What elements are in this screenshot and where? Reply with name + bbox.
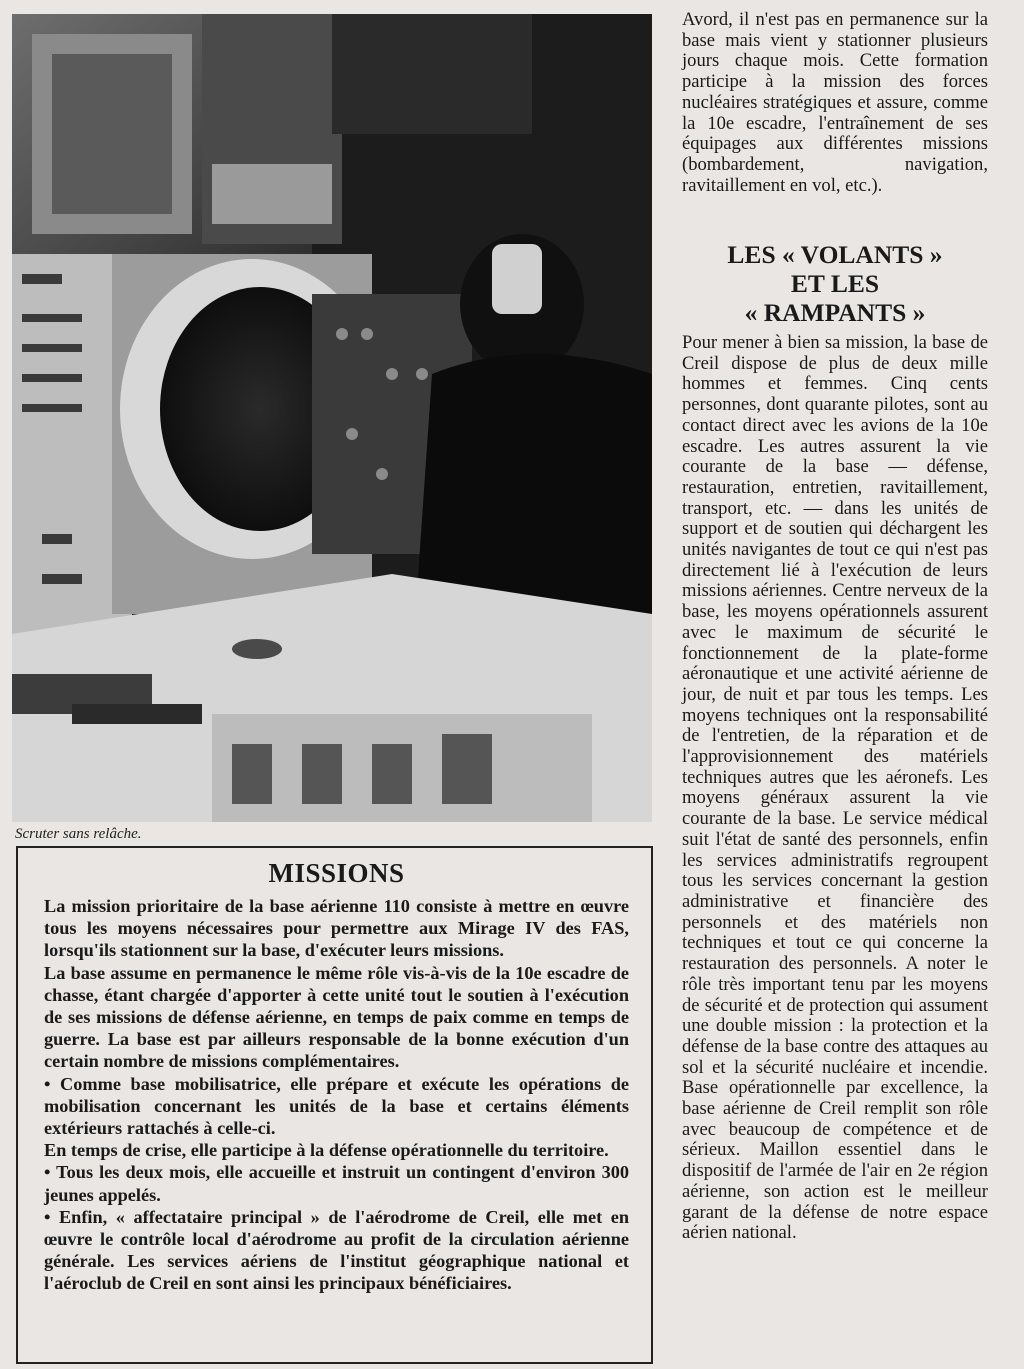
missions-paragraph: En temps de crise, elle participe à la défense opérationnelle du territoire.	[44, 1140, 609, 1161]
section-heading-line: « RAMPANTS »	[744, 298, 926, 327]
column-top-text	[682, 10, 988, 196]
missions-paragraph: La mission prioritaire de la base aérienne 110 consiste à mettre en œuvre tous les moyens nécessaires pour permettre aux Mirage IV des FAS, lorsqu'ils stationnent sur la base, d'exécuter leurs missions.	[44, 896, 629, 961]
missions-paragraph: • Comme base mobilisatrice, elle prépare et exécute les opérations de mobilisation concernant les unités de la base et certains éléments extérieurs rattachés à celle-ci.	[44, 1073, 629, 1139]
column-top-paragraph: Avord, il n'est pas en permanence sur la base mais vient y stationner plusieurs jours chaque mois. Cette formation participe à la mission des forces nucléaires stratégiques et assure, comme la 10e escadre, l'entraînement de ses équipages aux différentes missions (bombardement, navigation, ravitaillement en vol, etc.).	[682, 9, 988, 196]
photo-radar-operator	[12, 14, 652, 822]
missions-box	[16, 846, 653, 1364]
photo-caption: Scruter sans relâche.	[15, 826, 142, 842]
missions-title: MISSIONS	[268, 858, 405, 888]
section-heading-line: LES « VOLANTS »	[727, 240, 943, 269]
missions-paragraph: • Enfin, « affectataire principal » de l'aérodrome de Creil, elle met en œuvre le contrôle local d'aérodrome au profit de la circulation aérienne générale. Les services aériens de l'institut géographique national et l'aéroclub de Creil en sont ainsi les principaux bénéficiaires.	[44, 1206, 629, 1294]
section-heading	[682, 240, 988, 327]
column-body-text	[682, 333, 988, 1244]
column-body-paragraph: Pour mener à bien sa mission, la base de Creil dispose de plus de deux mille hommes et femmes. Cinq cents personnes, dont quarante pilotes, sont au contact direct avec les avions de la 10e escadre. Les autres assurent la vie courante de la base — défense, restauration, entretien, ravitaillement, transport, etc. — dans les unités de support et de soutien qui déchargent les unités navigantes de tout ce qui n'est pas directement lié à l'exécution de leurs missions aériennes. Centre nerveux de la base, les moyens opérationnels assurent avec le maximum de sécurité le fonctionnement de la plate-forme aéronautique et une activité aérienne de jour, de nuit et par tous les temps. Les moyens techniques ont la responsabilité de l'entretien, de la réparation et de l'approvisionnement des matériels techniques autres que les aéronefs. Les moyens généraux assurent la vie courante de la base. Le service médical suit l'état de santé des personnels, enfin les services administratifs regroupent tous les services concernant la gestion administrative et financière des personnels et des matériels non techniques et tout ce qui concerne la restauration des personnels. A noter le rôle très important tenu par les moyens de sécurité et de protection qui assument une double mission : la protection et la défense de la base contre des attaques au sol et la sécurité nucléaire et incendie. Base opérationnelle par excellence, la base aérienne de Creil remplit son rôle avec beaucoup de compétence et de sérieux. Maillon essentiel dans le dispositif de l'armée de l'air en 2e région aérienne, son action est le meilleur garant de la défense de notre espace aérien national.	[682, 332, 988, 1244]
section-heading-line: ET LES	[790, 269, 880, 298]
missions-paragraph: La base assume en permanence le même rôle vis-à-vis de la 10e escadre de chasse, étant chargée d'apporter à cette unité tout le soutien à l'exécution de ses missions de défense aérienne, en temps de paix comme en temps de guerre. La base est par ailleurs responsable de la bonne exécution d'un certain nombre de missions complémentaires.	[44, 962, 629, 1072]
missions-paragraph: • Tous les deux mois, elle accueille et instruit un contingent d'environ 300 jeunes appelés.	[44, 1162, 629, 1205]
